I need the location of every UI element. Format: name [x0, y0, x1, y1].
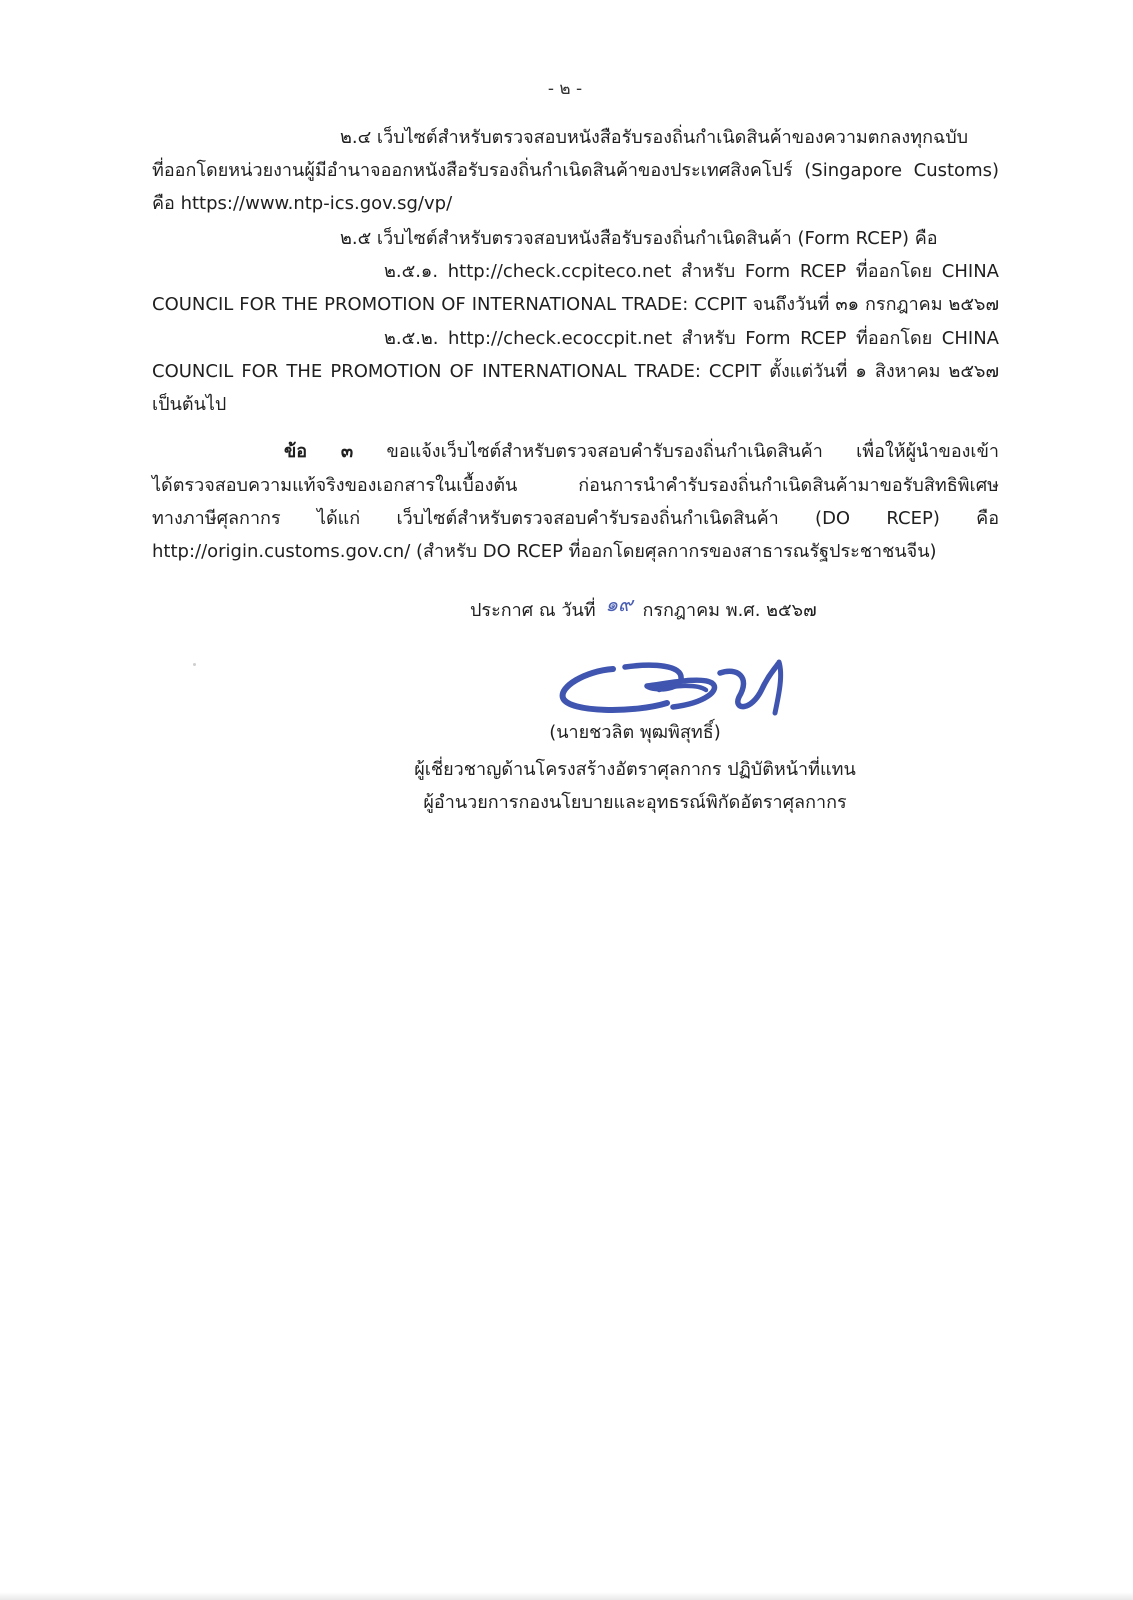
signatory-position-line-2: ผู้อำนวยการกองนโยบายและอุทธรณ์พิกัดอัตราศุลกากร: [423, 792, 847, 813]
signature: [555, 655, 795, 723]
paragraph-2-5-1-line-1: ๒.๕.๑. http://check.ccpiteco.net สำหรับ Form RCEP ที่ออกโดย CHINA: [384, 261, 999, 282]
signatory-name: (นายชวลิต พุฒพิสุทธิ์): [549, 722, 721, 743]
paragraph-2-5-1-line-2: COUNCIL FOR THE PROMOTION OF INTERNATIONAL TRADE: CCPIT จนถึงวันที่ ๓๑ กรกฎาคม ๒๕๖๗: [152, 294, 999, 315]
scan-speck: [193, 663, 196, 666]
clause-3-line-4: http://origin.customs.gov.cn/ (สำหรับ DO RCEP ที่ออกโดยศุลกากรของสาธารณรัฐประชาชนจีน): [152, 541, 937, 562]
paragraph-2-5-2-line-1: ๒.๕.๒. http://check.ecoccpit.net สำหรับ Form RCEP ที่ออกโดย CHINA: [384, 328, 999, 349]
paragraph-2-5-2-line-3: เป็นต้นไป: [152, 394, 227, 415]
announcement-suffix: กรกฎาคม พ.ศ. ๒๕๖๗: [642, 600, 817, 621]
signature-stroke-icon: [555, 655, 795, 723]
handwritten-day: ๑๙: [605, 592, 633, 616]
page-number: - ๒ -: [547, 79, 583, 99]
paragraph-2-4-line-1: ๒.๔ เว็บไซต์สำหรับตรวจสอบหนังสือรับรองถิ่นกำเนิดสินค้าของความตกลงทุกฉบับ: [340, 127, 969, 148]
paragraph-2-5-line-1: ๒.๕ เว็บไซต์สำหรับตรวจสอบหนังสือรับรองถิ่นกำเนิดสินค้า (Form RCEP) คือ: [340, 228, 938, 249]
clause-3-line-1-text: ขอแจ้งเว็บไซต์สำหรับตรวจสอบคำรับรองถิ่นกำเนิดสินค้า เพื่อให้ผู้นำของเข้า: [353, 441, 999, 462]
signatory-position-line-1: ผู้เชี่ยวชาญด้านโครงสร้างอัตราศุลกากร ปฏิบัติหน้าที่แทน: [414, 759, 856, 780]
clause-3-line-2: ได้ตรวจสอบความแท้จริงของเอกสารในเบื้องต้น ก่อนการนำคำรับรองถิ่นกำเนิดสินค้ามาขอรับสิทธิพิเศษ: [152, 475, 999, 496]
clause-3-line-1: [284, 440, 999, 464]
clause-3-line-3: ทางภาษีศุลกากร ได้แก่ เว็บไซต์สำหรับตรวจสอบคำรับรองถิ่นกำเนิดสินค้า (DO RCEP) คือ: [152, 508, 999, 529]
paragraph-2-5-2-line-2: COUNCIL FOR THE PROMOTION OF INTERNATIONAL TRADE: CCPIT ตั้งแต่วันที่ ๑ สิงหาคม ๒๕๖๗: [152, 361, 999, 382]
paragraph-2-4-line-2: ที่ออกโดยหน่วยงานผู้มีอำนาจออกหนังสือรับรองถิ่นกำเนิดสินค้าของประเทศสิงคโปร์ (Singapore Customs): [152, 160, 999, 181]
clause-3-label: ข้อ ๓: [284, 441, 354, 462]
paragraph-2-4-line-3: คือ https://www.ntp-ics.gov.sg/vp/: [152, 193, 453, 214]
scan-bottom-shadow: [0, 1592, 1133, 1600]
announcement-date: [470, 592, 817, 623]
announcement-prefix: ประกาศ ณ วันที่: [470, 600, 596, 621]
